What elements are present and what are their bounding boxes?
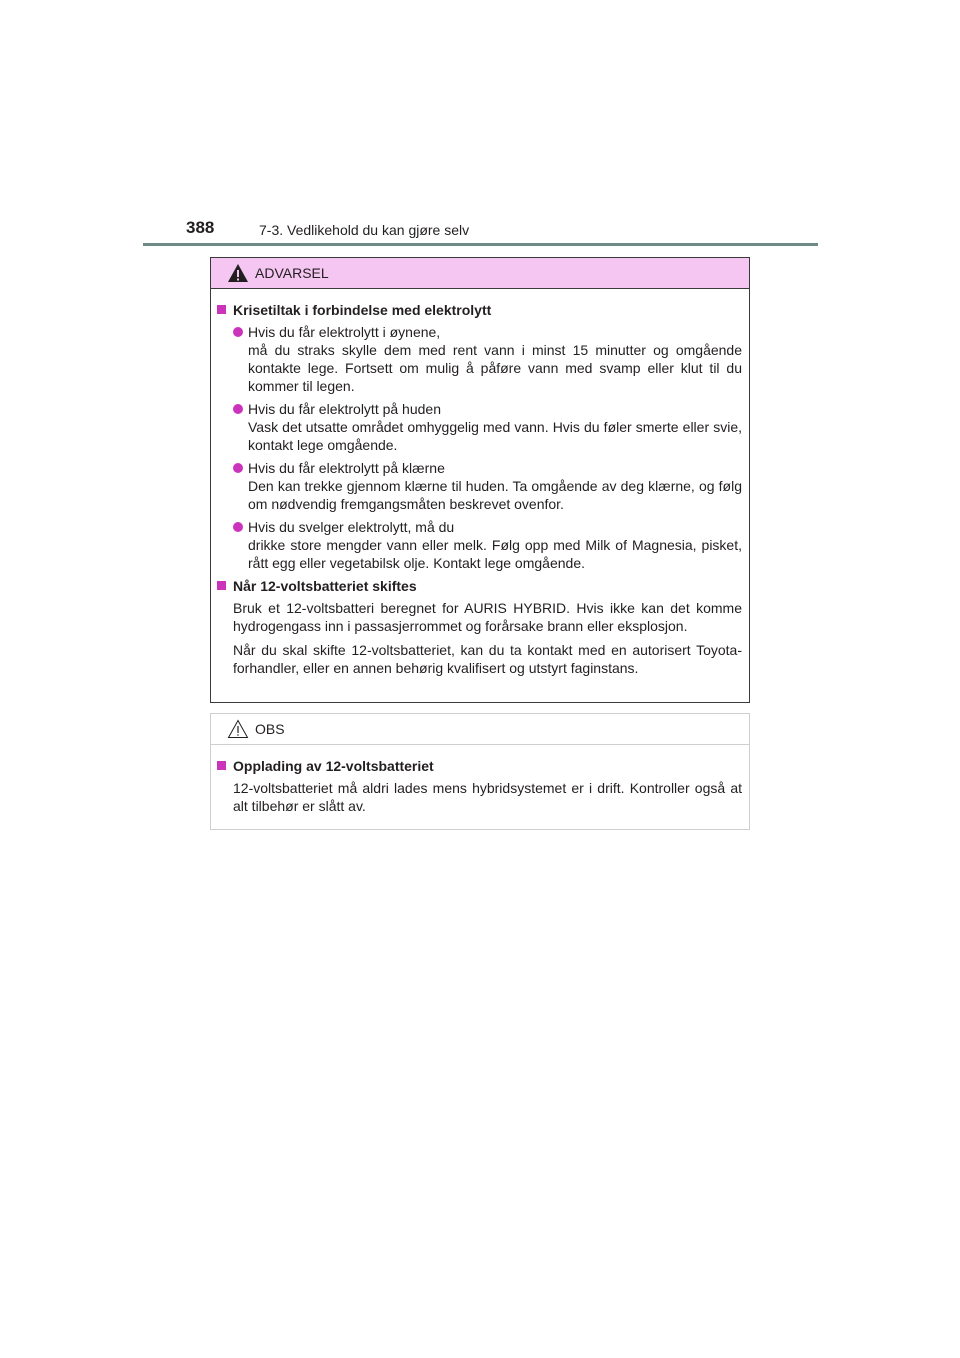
paragraph: 12-voltsbatteriet må aldri lades mens hybridsystemet er i drift. Kontroller også at alt tilbehør er slått av. bbox=[233, 780, 742, 814]
warning-content bbox=[211, 289, 749, 677]
round-bullet-icon bbox=[233, 327, 243, 337]
square-bullet-icon bbox=[217, 761, 226, 770]
notice-box bbox=[210, 713, 750, 830]
square-bullet-icon bbox=[217, 305, 226, 314]
list-item bbox=[217, 400, 742, 454]
notice-label: OBS bbox=[255, 721, 285, 737]
list-item bbox=[217, 518, 742, 572]
notice-content bbox=[211, 745, 749, 815]
warning-header bbox=[211, 258, 749, 289]
paragraph: Bruk et 12-voltsbatteri beregnet for AURIS HYBRID. Hvis ikke kan det komme hydrogengass inn i passasjerrommet og forårsake brann eller eksplosjon. bbox=[233, 600, 742, 634]
bullet-text: drikke store mengder vann eller melk. Følg opp med Milk of Magnesia, pisket, rått egg eller vegetabilsk olje. Kontakt lege omgående. bbox=[248, 537, 742, 571]
bullet-title: Hvis du får elektrolytt på klærne bbox=[248, 460, 445, 476]
bullet-title: Hvis du får elektrolytt i øynene, bbox=[248, 324, 441, 340]
list-item bbox=[217, 323, 742, 395]
warning-triangle-icon bbox=[227, 263, 249, 283]
round-bullet-icon bbox=[233, 522, 243, 532]
bullet-text: må du straks skylle dem med rent vann i minst 15 minutter og omgående kontakte lege. Fortsett om mulig å påføre vann med svamp eller klut til du kommer til legen. bbox=[248, 342, 742, 394]
warning-label: ADVARSEL bbox=[255, 265, 329, 281]
header-rule bbox=[143, 243, 818, 246]
section-heading: Opplading av 12-voltsbatteriet bbox=[217, 757, 742, 775]
bullet-text: Vask det utsatte området omhyggelig med vann. Hvis du føler smerte eller svie, kontakt lege omgående. bbox=[248, 419, 742, 453]
bullet-title: Hvis du svelger elektrolytt, må du bbox=[248, 519, 455, 535]
round-bullet-icon bbox=[233, 463, 243, 473]
round-bullet-icon bbox=[233, 404, 243, 414]
square-bullet-icon bbox=[217, 581, 226, 590]
page-number: 388 bbox=[186, 218, 215, 237]
section-title: 7-3. Vedlikehold du kan gjøre selv bbox=[259, 222, 470, 238]
list-item bbox=[217, 459, 742, 513]
caution-outline-triangle-icon bbox=[227, 719, 249, 739]
section-heading: Når 12-voltsbatteriet skiftes bbox=[217, 577, 742, 595]
paragraph: Når du skal skifte 12-voltsbatteriet, kan du ta kontakt med en autorisert Toyota-forhandler, eller en annen behørig kvalifisert og utstyrt faginstans. bbox=[233, 642, 742, 676]
notice-header bbox=[211, 714, 749, 745]
bullet-title: Hvis du får elektrolytt på huden bbox=[248, 401, 441, 417]
section-heading: Krisetiltak i forbindelse med elektrolytt bbox=[217, 301, 742, 319]
page-header bbox=[186, 214, 826, 244]
bullet-text: Den kan trekke gjennom klærne til huden. Ta omgående av deg klærne, og følg om nødvendig fremgangsmåten beskrevet ovenfor. bbox=[248, 478, 742, 512]
warning-box bbox=[210, 257, 750, 703]
